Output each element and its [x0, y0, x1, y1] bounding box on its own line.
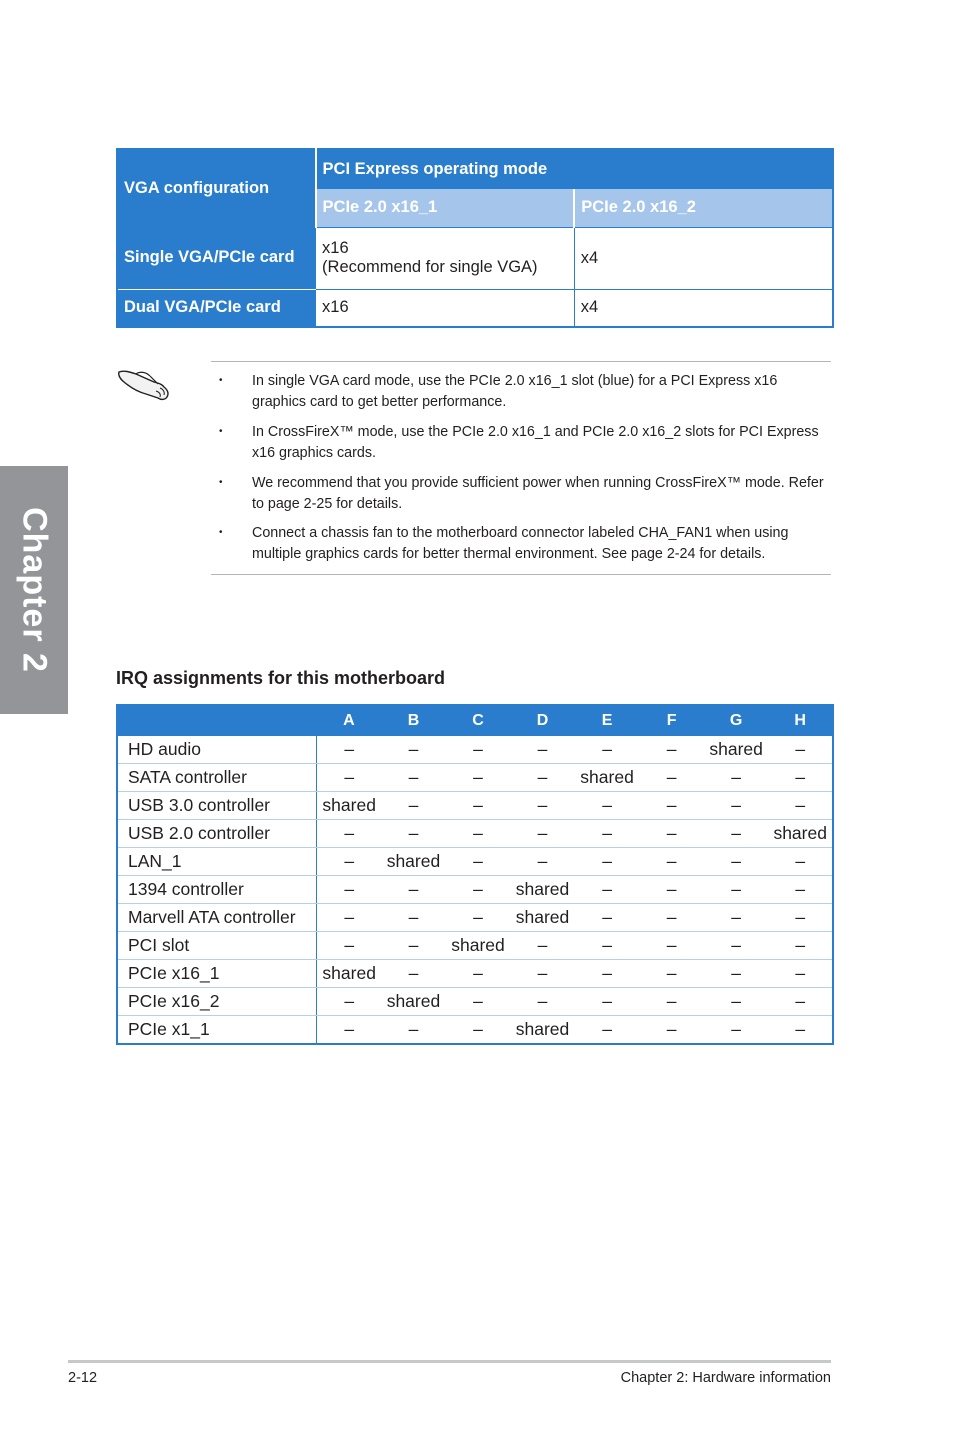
column-header: F	[639, 705, 704, 736]
irq-cell: –	[704, 764, 769, 792]
irq-cell: –	[575, 876, 640, 904]
irq-cell: –	[510, 932, 575, 960]
irq-cell: –	[639, 736, 704, 764]
column-header	[117, 705, 317, 736]
irq-cell: –	[317, 848, 382, 876]
irq-cell: –	[768, 988, 833, 1016]
device-name-cell: 1394 controller	[117, 876, 317, 904]
irq-cell: –	[446, 764, 511, 792]
irq-cell: –	[381, 764, 446, 792]
cell-line: x16	[322, 239, 349, 257]
device-name-cell: PCIe x16_2	[117, 988, 317, 1016]
column-header: H	[768, 705, 833, 736]
irq-cell: –	[731, 1019, 741, 1039]
bullet: •	[219, 477, 223, 488]
irq-cell: –	[575, 820, 640, 848]
irq-cell: –	[768, 876, 833, 904]
irq-cell: –	[768, 904, 833, 932]
irq-cell: –	[639, 988, 704, 1016]
irq-cell: –	[381, 876, 446, 904]
irq-cell: –	[639, 876, 704, 904]
irq-cell: –	[446, 848, 511, 876]
irq-cell: –	[602, 1019, 612, 1039]
chapter-tab	[0, 466, 68, 714]
irq-cell: –	[317, 876, 382, 904]
footer-section-title: Chapter 2: Hardware information	[620, 1370, 831, 1386]
irq-cell: –	[317, 820, 382, 848]
irq-cell: –	[317, 932, 382, 960]
irq-cell: –	[575, 904, 640, 932]
irq-cell: –	[344, 1019, 355, 1039]
irq-cell: –	[381, 932, 446, 960]
footer-divider	[68, 1360, 831, 1363]
irq-cell: –	[446, 904, 511, 932]
irq-table-body	[117, 736, 833, 1044]
irq-assignments-table	[116, 704, 834, 1045]
pcie-x16-1-header: PCIe 2.0 x16_1	[316, 189, 575, 227]
irq-cell: –	[704, 904, 769, 932]
irq-cell: –	[473, 1019, 483, 1039]
irq-cell: –	[446, 820, 511, 848]
irq-cell: –	[639, 820, 704, 848]
irq-cell: –	[639, 904, 704, 932]
irq-cell: –	[704, 876, 769, 904]
irq-cell: –	[639, 764, 704, 792]
table-row	[117, 932, 833, 960]
table-row	[117, 820, 833, 848]
irq-cell: –	[446, 792, 511, 820]
row-label: Single VGA/PCIe card	[117, 227, 316, 289]
irq-section-title: IRQ assignments for this motherboard	[116, 668, 446, 688]
table-row	[117, 792, 833, 820]
irq-cell: –	[381, 736, 446, 764]
irq-cell: –	[510, 988, 575, 1016]
irq-cell: –	[408, 1019, 419, 1039]
bullet: •	[219, 426, 223, 437]
table-row	[117, 289, 833, 327]
device-name-cell: HD audio	[117, 736, 317, 764]
irq-cell: –	[317, 736, 382, 764]
table-row	[117, 848, 833, 876]
irq-cell: –	[639, 792, 704, 820]
irq-cell: –	[795, 1019, 806, 1039]
irq-cell: shared	[510, 876, 575, 904]
irq-cell: –	[639, 932, 704, 960]
irq-cell: –	[768, 792, 833, 820]
note-text: We recommend that you provide sufficient power when running CrossFireX™ mode. Refer to page 2-25 for details.	[252, 475, 824, 512]
device-name-cell: LAN_1	[117, 848, 317, 876]
device-name-cell: PCIe x1_1	[117, 1016, 317, 1045]
irq-cell: –	[768, 736, 833, 764]
irq-cell: shared	[317, 792, 382, 820]
device-name-cell: USB 3.0 controller	[117, 792, 317, 820]
irq-cell: shared	[768, 820, 833, 848]
irq-cell: shared	[381, 848, 446, 876]
irq-cell: –	[575, 932, 640, 960]
irq-cell: –	[575, 960, 640, 988]
table-row	[117, 988, 833, 1016]
irq-cell: –	[317, 988, 382, 1016]
column-header: D	[510, 705, 575, 736]
irq-cell: –	[575, 988, 640, 1016]
irq-cell: –	[446, 960, 511, 988]
note-text: In CrossFireX™ mode, use the PCIe 2.0 x16_1 and PCIe 2.0 x16_2 slots for PCI Express x16 graphics cards.	[252, 424, 819, 461]
irq-cell: –	[317, 764, 382, 792]
hand-note-icon	[116, 360, 172, 402]
table-cell	[316, 227, 575, 289]
irq-cell: –	[381, 904, 446, 932]
irq-cell: –	[510, 820, 575, 848]
pci-express-mode-header: PCI Express operating mode	[316, 149, 833, 189]
row-label: Dual VGA/PCIe card	[117, 289, 316, 327]
column-header: C	[446, 705, 511, 736]
irq-header-row	[117, 705, 833, 736]
irq-cell: –	[575, 792, 640, 820]
irq-cell: –	[704, 960, 769, 988]
irq-cell: –	[446, 988, 511, 1016]
irq-cell: –	[768, 848, 833, 876]
table-cell: x4	[574, 289, 833, 327]
table-cell: x4	[574, 227, 833, 289]
irq-cell: –	[446, 876, 511, 904]
irq-cell: –	[639, 960, 704, 988]
device-name-cell: SATA controller	[117, 764, 317, 792]
table-row	[117, 876, 833, 904]
device-name-cell: PCIe x16_1	[117, 960, 317, 988]
irq-cell: –	[510, 960, 575, 988]
irq-cell: –	[704, 792, 769, 820]
chapter-tab-label: Chapter 2	[15, 507, 54, 673]
irq-cell: shared	[575, 764, 640, 792]
irq-cell: shared	[446, 932, 511, 960]
column-header: B	[381, 705, 446, 736]
page-number: 2-12	[68, 1370, 98, 1386]
irq-cell: shared	[515, 1019, 570, 1039]
irq-cell: –	[666, 1019, 677, 1039]
table-cell: x16	[316, 289, 575, 327]
column-header: A	[317, 705, 382, 736]
table-row	[117, 227, 833, 289]
irq-cell: –	[704, 820, 769, 848]
irq-cell: –	[768, 960, 833, 988]
irq-cell: –	[639, 848, 704, 876]
column-header: G	[704, 705, 769, 736]
irq-cell: –	[575, 736, 640, 764]
irq-cell: shared	[317, 960, 382, 988]
bullet: •	[219, 527, 223, 538]
device-name-cell: USB 2.0 controller	[117, 820, 317, 848]
device-name-cell: PCI slot	[117, 932, 317, 960]
cell-line: (Recommend for single VGA)	[322, 258, 538, 276]
irq-cell: –	[768, 764, 833, 792]
irq-cell: –	[446, 736, 511, 764]
irq-cell: –	[381, 820, 446, 848]
notes-box	[211, 361, 831, 575]
bullet: •	[219, 375, 223, 386]
device-name-cell: Marvell ATA controller	[117, 904, 317, 932]
table-row	[117, 904, 833, 932]
irq-cell: –	[704, 932, 769, 960]
irq-cell: –	[317, 904, 382, 932]
irq-cell: shared	[381, 988, 446, 1016]
irq-cell: shared	[510, 904, 575, 932]
irq-cell: –	[704, 848, 769, 876]
irq-cell: –	[704, 988, 769, 1016]
pcie-x16-2-header: PCIe 2.0 x16_2	[574, 189, 833, 227]
column-header: E	[575, 705, 640, 736]
table-row	[117, 736, 833, 764]
irq-cell: –	[510, 736, 575, 764]
vga-configuration-table	[116, 148, 834, 328]
irq-cell: –	[510, 764, 575, 792]
irq-cell: –	[510, 848, 575, 876]
table-row	[117, 1016, 833, 1045]
note-text: Connect a chassis fan to the motherboard connector labeled CHA_FAN1 when using multiple graphics cards for better thermal environment. See page 2-24 for details.	[252, 525, 789, 562]
irq-cell: –	[510, 792, 575, 820]
table-row	[117, 764, 833, 792]
irq-cell: –	[381, 792, 446, 820]
note-text: In single VGA card mode, use the PCIe 2.0 x16_1 slot (blue) for a PCI Express x16 graphics card to get better performance.	[252, 373, 778, 410]
irq-cell: –	[381, 960, 446, 988]
table-row	[117, 960, 833, 988]
irq-cell: shared	[704, 736, 769, 764]
irq-cell: –	[575, 848, 640, 876]
vga-corner-header: VGA configuration	[117, 149, 316, 227]
irq-cell: –	[768, 932, 833, 960]
